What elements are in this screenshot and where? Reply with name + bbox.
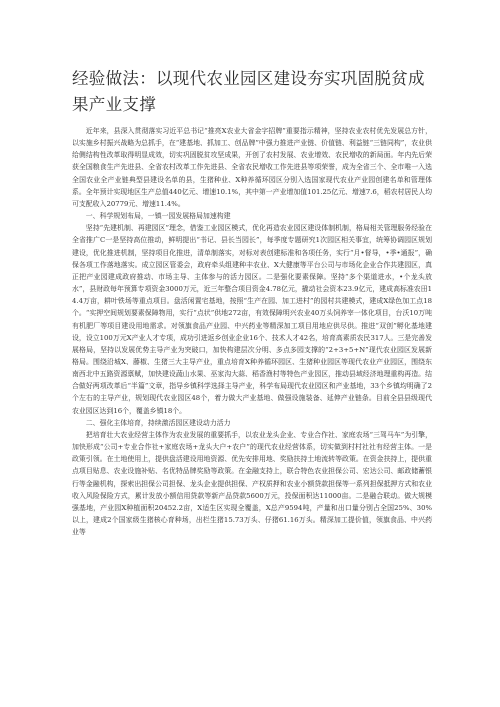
section-paragraph-2: 把培育壮大农业经营主体作为农业发展的重要抓手，以农业龙头企业、专业合作社、家庭农场“三驾马车”为引擎，加快形成“公司+专业合作社+家庭农场+龙头大户+农户”的现代农业经营体系，切实做到村村社社有经营主体。一是政策引领。在土地使用上，提供盘活建设用地资源、优先安排用地、奖励扶持土地流转等政策。在资金扶持上，提供重点项目贴息、农业设施补贴、名优特品牌奖励等政策。在金融支持上，联合特色农业担保公司、宏达公司、邮政储蓄银行等金融机构，探索出担保公司担保、龙头企业提供担保、产权质押和农业小额贷款担保等一系列担保抵押方式和农业收入风险保险方式，累计发放小额信用贷款等新产品贷款5600万元，投保面积达11000亩。二是融合联动。做大规模强基地，产业园X种植面积20452.2亩，X适生区实现全覆盖，X总产9594吨，产量和出口量分别占全国25%、30%以上，建成2个国家级生猪核心育种场，出栏生猪15.73万头、仔猪61.16万头。精深加工提价值，领旗食品、中兴药业等 [72,430,432,537]
section-paragraph-1: 坚持“先建机制、再建园区”理念，借鉴工业园区模式，优化再造农业园区建设体制机制，格局相关管理服务经验在全省推广C一是坚持高位推动，鲜明提出“书记、县长当园长”，每季度专题研究1次园区相关事宜，统筹协调园区规划建设，优化推进机制，坚持项目化推进，清单制落实，对标对表创建标准和各项任务，实行“月•督导，•季•通报”，确保各项工作落地落实。成立园区管委会，政府牵头组建种丰农业、X大健康等平台公司与市场化企业合作共建园区，真正把产业园建成政府推动、市场主导、主体参与的活力园区。二是强化要素保障。坚持“多个渠道进水，•个龙头放水”，县财政每年预算专项资金3000万元，近三年整合项目资金4.78亿元，撬动社会资本23.9亿元，建成高标准农田14.4万亩，耕叶铁场等重点项目。盘活闲置宅基地，按照“生产在园、加工进村”的园村共建模式，建成X绿色加工点18个。“实押空间规划要素保障物用，实行“点状”供地272亩，有效保障明兴农业40万头饲养宰一体化项目，台沃10万吨有机肥厂等项目建设用地需求。对领旗食品产业园、中兴药业等精深加工项目用地应供尽供。推进“双创”孵化基地建设，设立100万元X产业人才专项，成功引进返乡创业企业16个、技术人才42名，培育高素质农民317人。三是完善发展格局，坚持以发展优势主导产业为突破口，加快构建层次分明、多点多园支撑的“2+3+5+N”现代农业园区发展新格局。围绕沿城X、藤椒、生猪三大主导产业，重点培育X种养循环园区、生猪种业园区等现代农业产业园区，围绕东南西北中五路资源禀赋，加快建设蔬山水果、巫家沟大蒜、稻香渔村等特色产业园区，推动县域经济地理重构再造。结合做好两项改革后“半篇”文章，指导乡镇科学选择主导产业，科学布局现代农业园区和产业基地，33个乡镇均明确了2个左右的主导产业，规划现代农业园区48个，着力做大产业基地、做强设施装备、延伸产业链条。目前全县县级现代农业园区达到16个，覆盖乡镇18个。 [72,224,432,415]
document-body [72,125,432,538]
section-heading-1: 一、科学规划布局，一镇一园发展格局加速构建 [85,212,231,221]
intro-paragraph: 近年来，县深入贯彻落实习近平总书记“推亮X农业大省金字招牌”重要指示精神，坚持农业农村优先发展总方针，以实施乡村振兴战略为总抓手，在“建基地、抓加工、创品牌”中强力推进产业链、价值链、利益链“三链同构”，农业供给侧结构性改革取得明显成效，切实巩固脱贫攻坚成果，开创了农村发展、农业增效、农民增收的新局面。年内先后荣获全国粮食生产先进县、全省农村改革工作先进县、全省农民增收工作先进县等项荣誉，成为全省三个、全市唯一入选全国农业全产业链典型县建设名单的县，生猪种业、X种养循环园区分别入选国家现代农业产业园创建名单和管理体系。全年预计实现地区生产总值440亿元、增速10.1%，其中第一产业增加值101.25亿元、增速7.6，稻农村居民人均可支配收入20779元、增速11.4%。 [72,127,432,208]
document-title: 经验做法：以现代农业园区建设夯实巩固脱贫成果产业支撑 [72,69,425,114]
section-heading-2: 二、强化主体培育，持续激活园区建设动力活力 [85,418,231,427]
